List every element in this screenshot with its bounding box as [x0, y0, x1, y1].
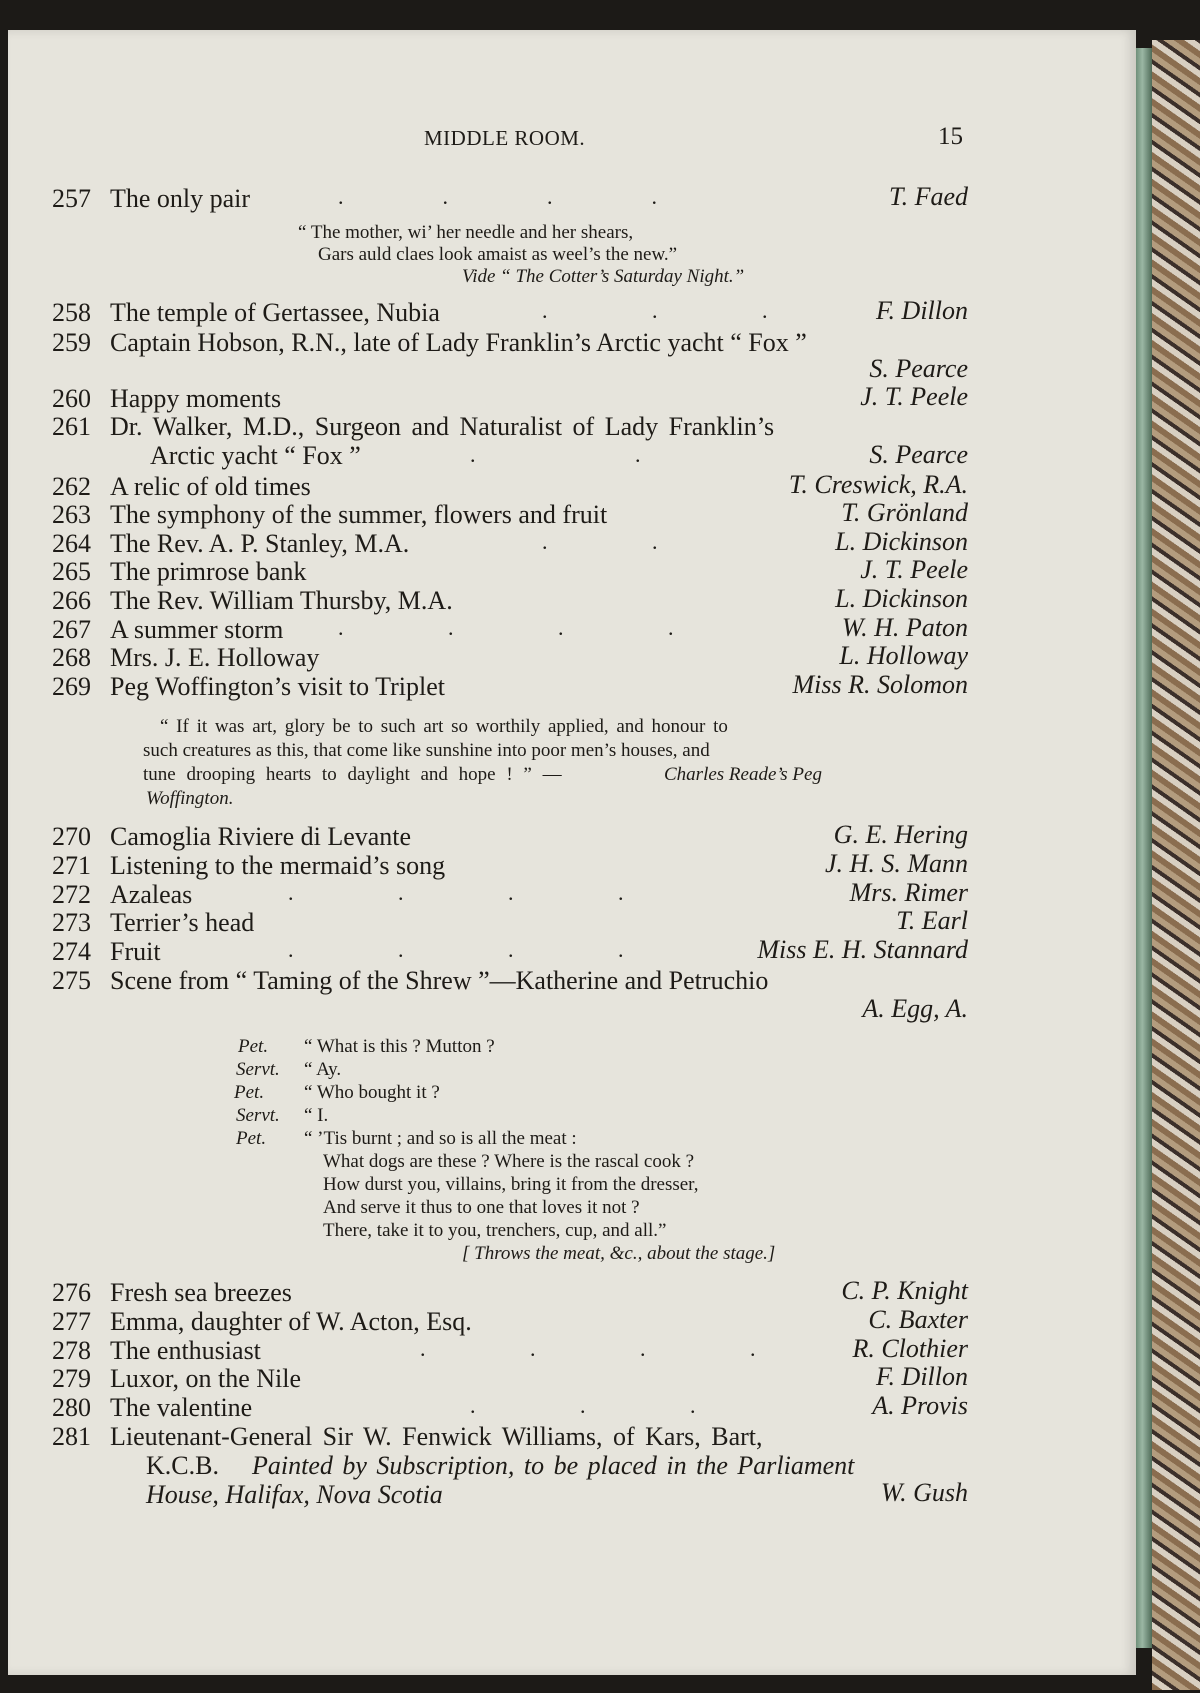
entry-title: The temple of Gertassee, Nubia — [110, 298, 440, 327]
entry-artist: T. Creswick, R.A. — [788, 470, 968, 499]
entry-artist: W. H. Paton — [841, 613, 968, 642]
entry-number: 279 — [52, 1364, 91, 1393]
entry-artist: R. Clothier — [852, 1334, 968, 1363]
entry-title: The Rev. William Thursby, M.A. — [110, 586, 453, 615]
entry-title: Fruit — [110, 937, 161, 966]
entry-artist: T. Grönland — [841, 498, 968, 527]
entry-number: 270 — [52, 822, 91, 851]
entry-title: Dr. Walker, M.D., Surgeon and Naturalist of Lady Franklin’s — [110, 412, 775, 441]
entry-title: The primrose bank — [110, 557, 307, 586]
dialogue-line: What dogs are these ? Where is the rascal cook ? — [323, 1151, 695, 1172]
entry-artist: C. Baxter — [868, 1305, 968, 1334]
quote-line: tune drooping hearts to daylight and hope ! ” — — [143, 764, 562, 785]
entry-title: The enthusiast — [110, 1336, 261, 1365]
entry-note: Painted by Subscription, to be placed in the Parliament — [252, 1451, 855, 1480]
entry-title: The valentine — [110, 1393, 253, 1422]
leader-dots: . . . — [542, 298, 768, 323]
entry-artist: T. Faed — [889, 182, 968, 211]
entry-title: The only pair — [110, 184, 251, 213]
entry-title: Scene from “ Taming of the Shrew ”—Katherine and Petruchio — [110, 966, 769, 995]
entry-number: 281 — [52, 1422, 91, 1451]
leader-dots: . . . . — [420, 1336, 756, 1361]
entry-artist: A. Provis — [872, 1391, 968, 1420]
entry-artist: S. Pearce — [869, 354, 968, 383]
entry-title: Azaleas — [110, 880, 193, 909]
entry-number: 275 — [52, 966, 91, 995]
entry-title: A relic of old times — [110, 472, 311, 501]
entry-title: The Rev. A. P. Stanley, M.A. — [110, 529, 410, 558]
page-number: 15 — [938, 123, 963, 150]
entry-artist: G. E. Hering — [833, 820, 968, 849]
speaker: Servt. — [236, 1105, 280, 1126]
entry-artist: C. P. Knight — [841, 1276, 968, 1305]
book-edge — [1136, 48, 1152, 1648]
entry-title: Happy moments — [110, 384, 282, 413]
dialogue-line: “ Who bought it ? — [304, 1082, 440, 1103]
entry-artist: Miss R. Solomon — [792, 670, 968, 699]
entry-title: Captain Hobson, R.N., late of Lady Franklin’s Arctic yacht “ Fox ” — [110, 328, 807, 357]
entry-title: Emma, daughter of W. Acton, Esq. — [110, 1307, 472, 1336]
entry-number: 257 — [52, 184, 91, 213]
leader-dots: . . . — [470, 1393, 696, 1418]
entry-artist: F. Dillon — [876, 296, 968, 325]
entry-artist: A. Egg, A. — [862, 994, 968, 1023]
quote-attribution: Woffington. — [146, 788, 234, 809]
dialogue-line: “ I. — [304, 1105, 329, 1126]
quote-line: “ If it was art, glory be to such art so worthily applied, and honour to — [160, 716, 728, 737]
entry-title-continued: Arctic yacht “ Fox ” — [150, 441, 361, 470]
dialogue-line: “ Ay. — [304, 1059, 342, 1080]
entry-number: 267 — [52, 615, 91, 644]
quote-attribution: Charles Reade’s Peg — [664, 764, 822, 785]
entry-title: Camoglia Riviere di Levante — [110, 822, 412, 851]
entry-artist: Mrs. Rimer — [849, 878, 968, 907]
entry-number: 271 — [52, 851, 91, 880]
speaker: Pet. — [234, 1082, 265, 1103]
entry-number: 276 — [52, 1278, 91, 1307]
entry-title: The symphony of the summer, flowers and fruit — [110, 500, 608, 529]
entry-number: 272 — [52, 880, 91, 909]
speaker: Pet. — [238, 1036, 269, 1057]
entry-artist: L. Dickinson — [835, 584, 968, 613]
quote-line: Gars auld claes look amaist as weel’s the new.” — [318, 244, 678, 265]
entry-number: 260 — [52, 384, 91, 413]
entry-number: 273 — [52, 908, 91, 937]
leader-dots: . . . . — [338, 615, 674, 640]
entry-title: Terrier’s head — [110, 908, 255, 937]
entry-title: Listening to the mermaid’s song — [110, 851, 446, 880]
entry-number: 280 — [52, 1393, 91, 1422]
entry-number: 269 — [52, 672, 91, 701]
entry-artist: Miss E. H. Stannard — [757, 935, 968, 964]
entry-title: Peg Woffington’s visit to Triplet — [110, 672, 446, 701]
quote-line: “ The mother, wi’ her needle and her shears, — [298, 222, 634, 243]
entry-number: 265 — [52, 557, 91, 586]
marbled-cover — [1152, 40, 1200, 1690]
entry-artist: J. T. Peele — [860, 382, 968, 411]
entry-title: Lieutenant-General Sir W. Fenwick Williams, of Kars, Bart, — [110, 1422, 763, 1451]
entry-number: 266 — [52, 586, 91, 615]
entry-artist: J. H. S. Mann — [825, 849, 968, 878]
entry-note: House, Halifax, Nova Scotia — [146, 1480, 443, 1509]
entry-number: 262 — [52, 472, 91, 501]
entry-artist: W. Gush — [880, 1478, 968, 1507]
speaker: Servt. — [236, 1059, 280, 1080]
entry-number: 263 — [52, 500, 91, 529]
speaker: Pet. — [236, 1128, 267, 1149]
entry-number: 268 — [52, 643, 91, 672]
entry-number: 278 — [52, 1336, 91, 1365]
entry-number: 259 — [52, 328, 91, 357]
dialogue-line: “ ’Tis burnt ; and so is all the meat : — [304, 1128, 577, 1149]
entry-number: 274 — [52, 937, 91, 966]
entry-title: Luxor, on the Nile — [110, 1364, 302, 1393]
entry-title-continued: K.C.B. — [146, 1451, 219, 1480]
running-head: MIDDLE ROOM. — [424, 126, 586, 150]
dialogue-line: There, take it to you, trenchers, cup, and all.” — [323, 1220, 667, 1241]
quote-attribution: Vide “ The Cotter’s Saturday Night.” — [462, 266, 745, 287]
entry-artist: L. Dickinson — [835, 527, 968, 556]
quote-line: such creatures as this, that come like sunshine into poor men’s houses, and — [143, 740, 710, 761]
entry-title: Mrs. J. E. Holloway — [110, 643, 320, 672]
leader-dots: . . — [470, 442, 641, 467]
stage-direction: [ Throws the meat, &c., about the stage.] — [462, 1243, 776, 1264]
leader-dots: . . . . — [288, 880, 624, 905]
entry-title: A summer storm — [110, 615, 284, 644]
leader-dots: . . — [542, 529, 658, 554]
entry-artist: J. T. Peele — [860, 555, 968, 584]
entry-number: 264 — [52, 529, 91, 558]
entry-artist: S. Pearce — [869, 440, 968, 469]
dialogue-line: And serve it thus to one that loves it not ? — [323, 1197, 640, 1218]
entry-number: 261 — [52, 412, 91, 441]
dialogue-line: “ What is this ? Mutton ? — [304, 1036, 495, 1057]
entry-number: 277 — [52, 1307, 91, 1336]
entry-artist: T. Earl — [896, 906, 968, 935]
entry-artist: F. Dillon — [876, 1362, 968, 1391]
entry-artist: L. Holloway — [839, 641, 968, 670]
entry-title: Fresh sea breezes — [110, 1278, 292, 1307]
leader-dots: . . . . — [338, 184, 657, 209]
entry-number: 258 — [52, 298, 91, 327]
leader-dots: . . . . — [288, 937, 624, 962]
dialogue-line: How durst you, villains, bring it from the dresser, — [323, 1174, 699, 1195]
